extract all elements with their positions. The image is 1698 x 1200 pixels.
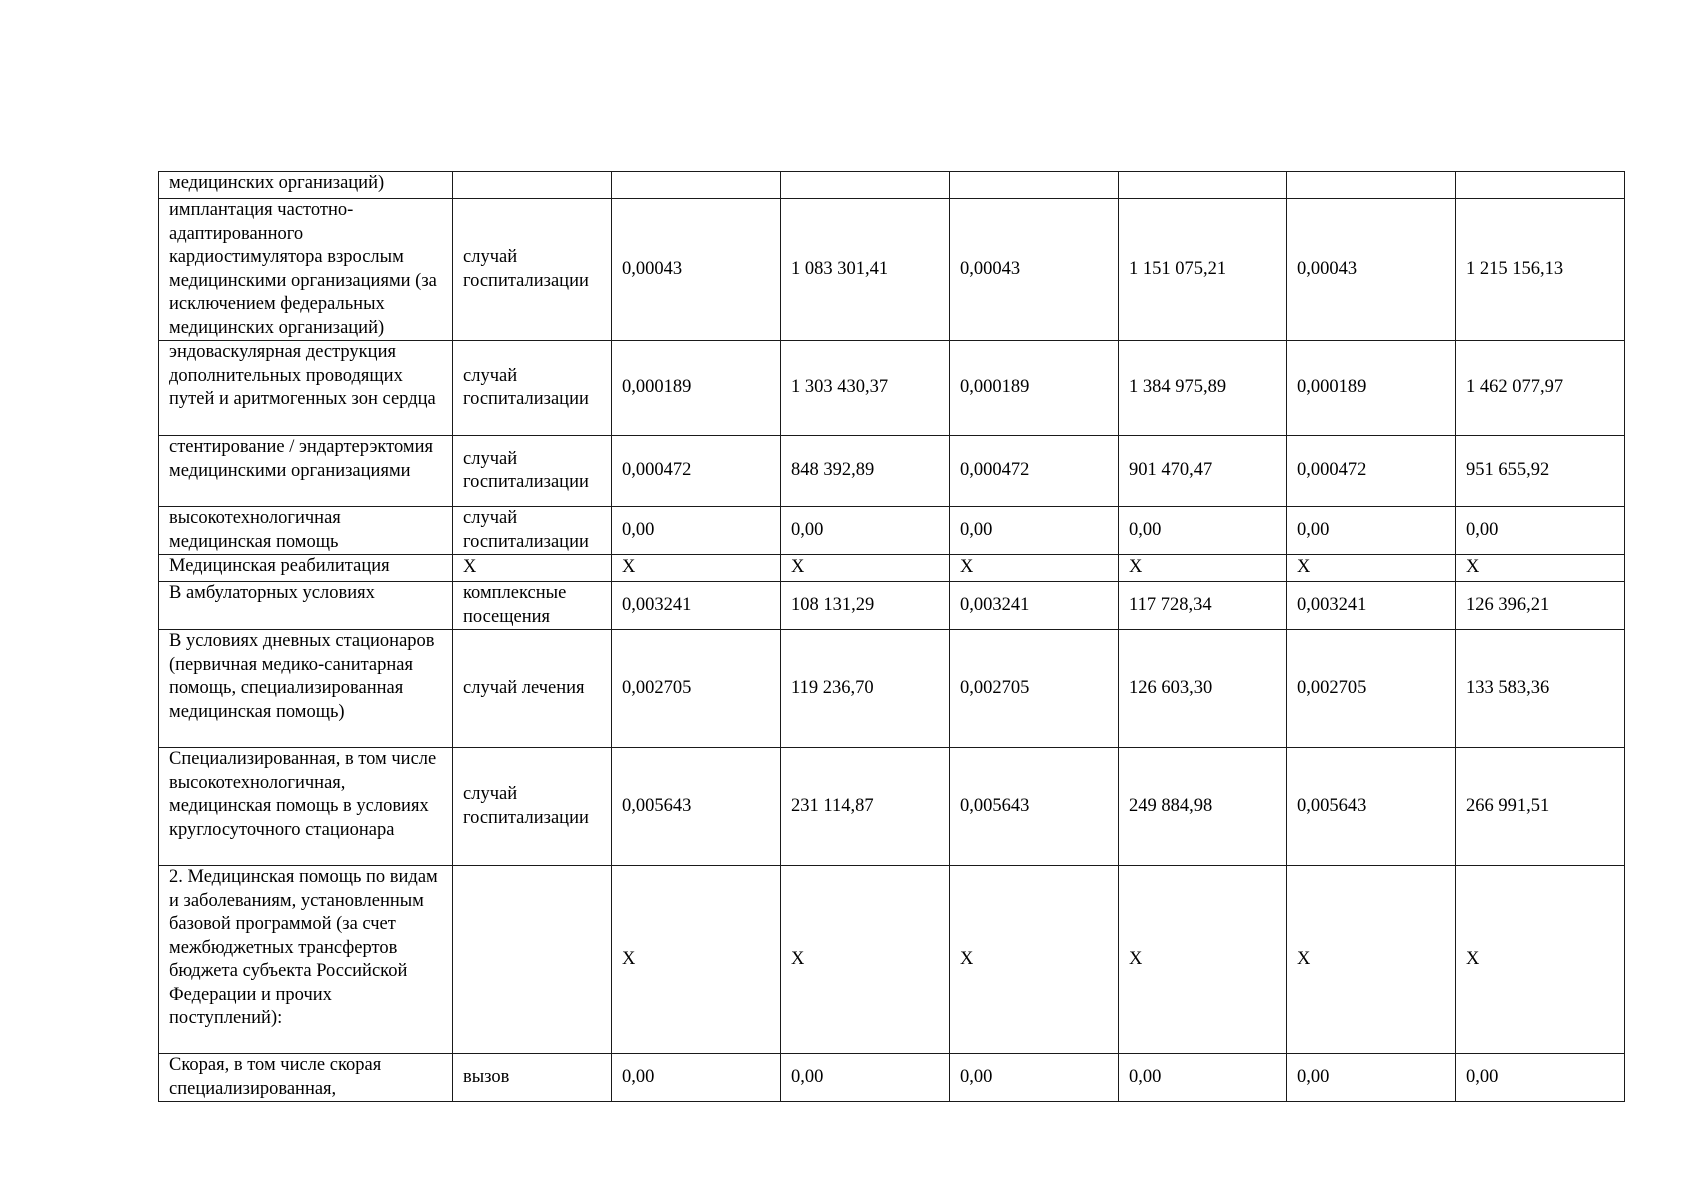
value-cell: 126 603,30 xyxy=(1119,630,1287,748)
value-cell: Х xyxy=(1287,555,1456,582)
value-cell: 0,00 xyxy=(1456,1054,1625,1102)
value-cell: Х xyxy=(781,866,950,1054)
value-cell: 117 728,34 xyxy=(1119,582,1287,630)
value-cell: 0,000472 xyxy=(1287,436,1456,507)
value-cell: 0,005643 xyxy=(950,748,1119,866)
value-cell xyxy=(612,172,781,199)
row-name-cell: медицинских организаций) xyxy=(159,172,453,199)
row-name-cell: Скорая, в том числе скорая специализированная, xyxy=(159,1054,453,1102)
table-row xyxy=(159,1054,1625,1102)
value-cell xyxy=(1456,172,1625,199)
value-cell: 848 392,89 xyxy=(781,436,950,507)
value-cell xyxy=(781,172,950,199)
unit-cell: случай госпитализации xyxy=(453,507,612,555)
value-cell: 0,005643 xyxy=(1287,748,1456,866)
value-cell: 0,000189 xyxy=(1287,341,1456,436)
table-row xyxy=(159,341,1625,436)
value-cell: 126 396,21 xyxy=(1456,582,1625,630)
row-name-cell: В условиях дневных стационаров (первичная медико-санитарная помощь, специализированная медицинская помощь) xyxy=(159,630,453,748)
value-cell: 133 583,36 xyxy=(1456,630,1625,748)
table-row xyxy=(159,630,1625,748)
value-cell: 0,003241 xyxy=(612,582,781,630)
row-name-cell: имплантация частотно-адаптированного кардиостимулятора взрослым медицинскими организациями (за исключением федеральных медицинских организаций) xyxy=(159,199,453,341)
row-name-cell: 2. Медицинская помощь по видам и заболеваниям, установленным базовой программой (за счет межбюджетных трансфертов бюджета субъекта Российской Федерации и прочих поступлений): xyxy=(159,866,453,1054)
value-cell: 951 655,92 xyxy=(1456,436,1625,507)
table-body xyxy=(159,172,1625,1102)
value-cell: 901 470,47 xyxy=(1119,436,1287,507)
unit-cell: Х xyxy=(453,555,612,582)
value-cell: 0,00 xyxy=(612,1054,781,1102)
value-cell: 0,000472 xyxy=(950,436,1119,507)
unit-cell: случай лечения xyxy=(453,630,612,748)
row-name-cell: высокотехнологичная медицинская помощь xyxy=(159,507,453,555)
value-cell: 0,00 xyxy=(781,507,950,555)
value-cell: 0,000189 xyxy=(950,341,1119,436)
value-cell: 0,00 xyxy=(1119,1054,1287,1102)
value-cell: 0,00 xyxy=(1287,1054,1456,1102)
value-cell: 1 083 301,41 xyxy=(781,199,950,341)
row-name-cell: стентирование / эндартерэктомия медицинскими организациями xyxy=(159,436,453,507)
table-row xyxy=(159,582,1625,630)
unit-cell: случай госпитализации xyxy=(453,199,612,341)
value-cell: Х xyxy=(1456,555,1625,582)
value-cell: 0,00 xyxy=(781,1054,950,1102)
value-cell: Х xyxy=(1456,866,1625,1054)
data-table xyxy=(158,171,1625,1102)
unit-cell: случай госпитализации xyxy=(453,436,612,507)
value-cell: 0,00 xyxy=(612,507,781,555)
row-name-cell: Медицинская реабилитация xyxy=(159,555,453,582)
value-cell: 0,00 xyxy=(950,1054,1119,1102)
value-cell: 0,00043 xyxy=(950,199,1119,341)
table-row xyxy=(159,748,1625,866)
value-cell: 249 884,98 xyxy=(1119,748,1287,866)
value-cell xyxy=(1119,172,1287,199)
row-name-cell: В амбулаторных условиях xyxy=(159,582,453,630)
value-cell: 0,005643 xyxy=(612,748,781,866)
value-cell xyxy=(1287,172,1456,199)
value-cell: 0,002705 xyxy=(950,630,1119,748)
value-cell: Х xyxy=(1287,866,1456,1054)
table-row xyxy=(159,866,1625,1054)
value-cell: 0,00043 xyxy=(1287,199,1456,341)
value-cell: 108 131,29 xyxy=(781,582,950,630)
unit-cell: комплексные посещения xyxy=(453,582,612,630)
value-cell: 1 384 975,89 xyxy=(1119,341,1287,436)
unit-cell: случай госпитализации xyxy=(453,748,612,866)
unit-cell xyxy=(453,172,612,199)
value-cell: 0,00 xyxy=(1287,507,1456,555)
row-name-cell: Специализированная, в том числе высокотехнологичная, медицинская помощь в условиях круглосуточного стационара xyxy=(159,748,453,866)
value-cell: 1 151 075,21 xyxy=(1119,199,1287,341)
value-cell: 0,003241 xyxy=(950,582,1119,630)
value-cell: Х xyxy=(781,555,950,582)
value-cell: Х xyxy=(1119,866,1287,1054)
value-cell: 0,000189 xyxy=(612,341,781,436)
table-row xyxy=(159,172,1625,199)
value-cell xyxy=(950,172,1119,199)
value-cell: 0,00 xyxy=(950,507,1119,555)
value-cell: 0,000472 xyxy=(612,436,781,507)
value-cell: 0,00043 xyxy=(612,199,781,341)
value-cell: 266 991,51 xyxy=(1456,748,1625,866)
value-cell: 0,00 xyxy=(1119,507,1287,555)
value-cell: 1 215 156,13 xyxy=(1456,199,1625,341)
value-cell: 1 303 430,37 xyxy=(781,341,950,436)
unit-cell xyxy=(453,866,612,1054)
value-cell: 0,00 xyxy=(1456,507,1625,555)
value-cell: 231 114,87 xyxy=(781,748,950,866)
value-cell: 119 236,70 xyxy=(781,630,950,748)
value-cell: 0,003241 xyxy=(1287,582,1456,630)
row-name-cell: эндоваскулярная деструкция дополнительных проводящих путей и аритмогенных зон сердца xyxy=(159,341,453,436)
value-cell: 0,002705 xyxy=(1287,630,1456,748)
table-row xyxy=(159,555,1625,582)
table-row xyxy=(159,436,1625,507)
value-cell: Х xyxy=(950,866,1119,1054)
value-cell: 0,002705 xyxy=(612,630,781,748)
value-cell: 1 462 077,97 xyxy=(1456,341,1625,436)
value-cell: Х xyxy=(612,866,781,1054)
value-cell: Х xyxy=(1119,555,1287,582)
table-row xyxy=(159,507,1625,555)
value-cell: Х xyxy=(612,555,781,582)
unit-cell: вызов xyxy=(453,1054,612,1102)
table-row xyxy=(159,199,1625,341)
unit-cell: случай госпитализации xyxy=(453,341,612,436)
value-cell: Х xyxy=(950,555,1119,582)
